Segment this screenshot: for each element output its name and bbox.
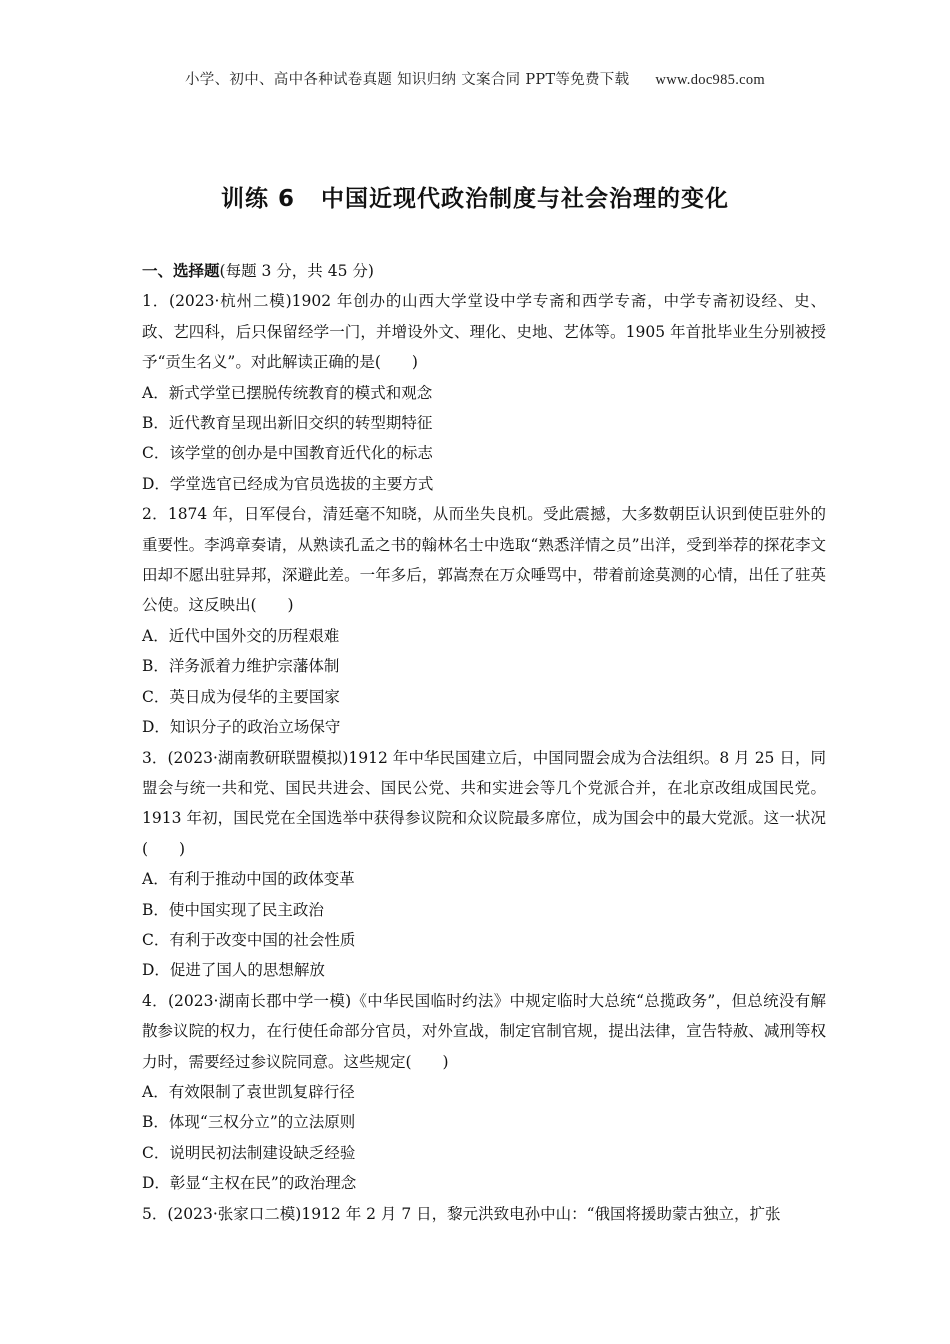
option-a: A．有效限制了袁世凯复辟行径: [142, 1082, 355, 1101]
question-stem: 5．(2023·张家口二模)1912 年 2 月 7 日，黎元洪致电孙中山：“俄国将援助蒙古独立，扩张: [142, 1204, 781, 1223]
question-stem: 1．(2023·杭州二模)1902 年创办的山西大学堂设中学专斋和西学专斋，中学专斋初设经、史、政、艺四科，后只保留经学一门，并增设外文、理化、史地、艺体等。1905 年首批毕业生分别被授予“贡生名义”。对此解读正确的是( ): [142, 292, 826, 372]
page-header: [0, 68, 950, 89]
option-c: C．说明民初法制建设缺乏经验: [142, 1143, 356, 1162]
header-site: www.doc985.com: [655, 72, 765, 88]
option-a: A．近代中国外交的历程艰难: [142, 626, 340, 645]
question-5: [142, 1199, 826, 1229]
option-c: C．该学堂的创办是中国教育近代化的标志: [142, 444, 433, 463]
question-stem: 3．(2023·湖南教研联盟模拟)1912 年中华民国建立后，中国同盟会成为合法组织。8 月 25 日，同盟会与统一共和党、国民共进会、国民公党、共和实进会等几个党派合并，在北京改组成国民党。1913 年初，国民党在全国选举中获得参议院和众议院最多席位，成为国会中的最大党派。这一状况( ): [142, 748, 826, 858]
option-c: C．有利于改变中国的社会性质: [142, 930, 356, 949]
option-b: B．洋务派着力维护宗藩体制: [142, 657, 340, 676]
header-text: 小学、初中、高中各种试卷真题 知识归纳 文案合同 PPT等免费下载: [185, 72, 630, 88]
option-b: B．使中国实现了民主政治: [142, 900, 324, 919]
option-a: A．有利于推动中国的政体变革: [142, 870, 355, 889]
section-label: 一、选择题: [142, 262, 220, 280]
question-stem: 2．1874 年，日军侵台，清廷毫不知晓，从而坐失良机。受此震撼，大多数朝臣认识到使臣驻外的重要性。李鸿章奏请，从熟读孔孟之书的翰林名士中选取“熟悉洋情之员”出洋，受到举荐的探花李文田却不愿出驻异邦，深避此差。一年多后，郭嵩焘在万众唾骂中，带着前途莫测的心情，出任了驻英公使。这反映出( ): [142, 505, 826, 615]
option-d: D．彰显“主权在民”的政治理念: [142, 1174, 357, 1193]
section-heading: [142, 256, 826, 286]
question-2: [142, 499, 826, 742]
question-1: [142, 286, 826, 499]
option-b: B．近代教育呈现出新旧交织的转型期特征: [142, 414, 433, 433]
option-d: D．知识分子的政治立场保守: [142, 718, 341, 737]
option-d: D．促进了国人的思想解放: [142, 961, 325, 980]
option-a: A．新式学堂已摆脱传统教育的模式和观念: [142, 383, 433, 402]
question-stem: 4．(2023·湖南长郡中学一模)《中华民国临时约法》中规定临时大总统“总揽政务”，但总统没有解散参议院的权力，在行使任命部分官员，对外宣战，制定官制官规，提出法律，宣告特赦、减刑等权力时，需要经过参议院同意。这些规定( ): [142, 991, 826, 1071]
option-c: C．英日成为侵华的主要国家: [142, 687, 340, 706]
title-text: 中国近现代政治制度与社会治理的变化: [321, 186, 729, 212]
section-note: (每题 3 分，共 45 分): [219, 262, 374, 280]
question-3: [142, 743, 826, 986]
page-title: [0, 180, 950, 213]
question-4: [142, 986, 826, 1199]
title-number: 训练 6: [220, 186, 295, 212]
document-body: [142, 256, 826, 1229]
option-b: B．体现“三权分立”的立法原则: [142, 1113, 356, 1132]
option-d: D．学堂选官已经成为官员选拔的主要方式: [142, 474, 434, 493]
